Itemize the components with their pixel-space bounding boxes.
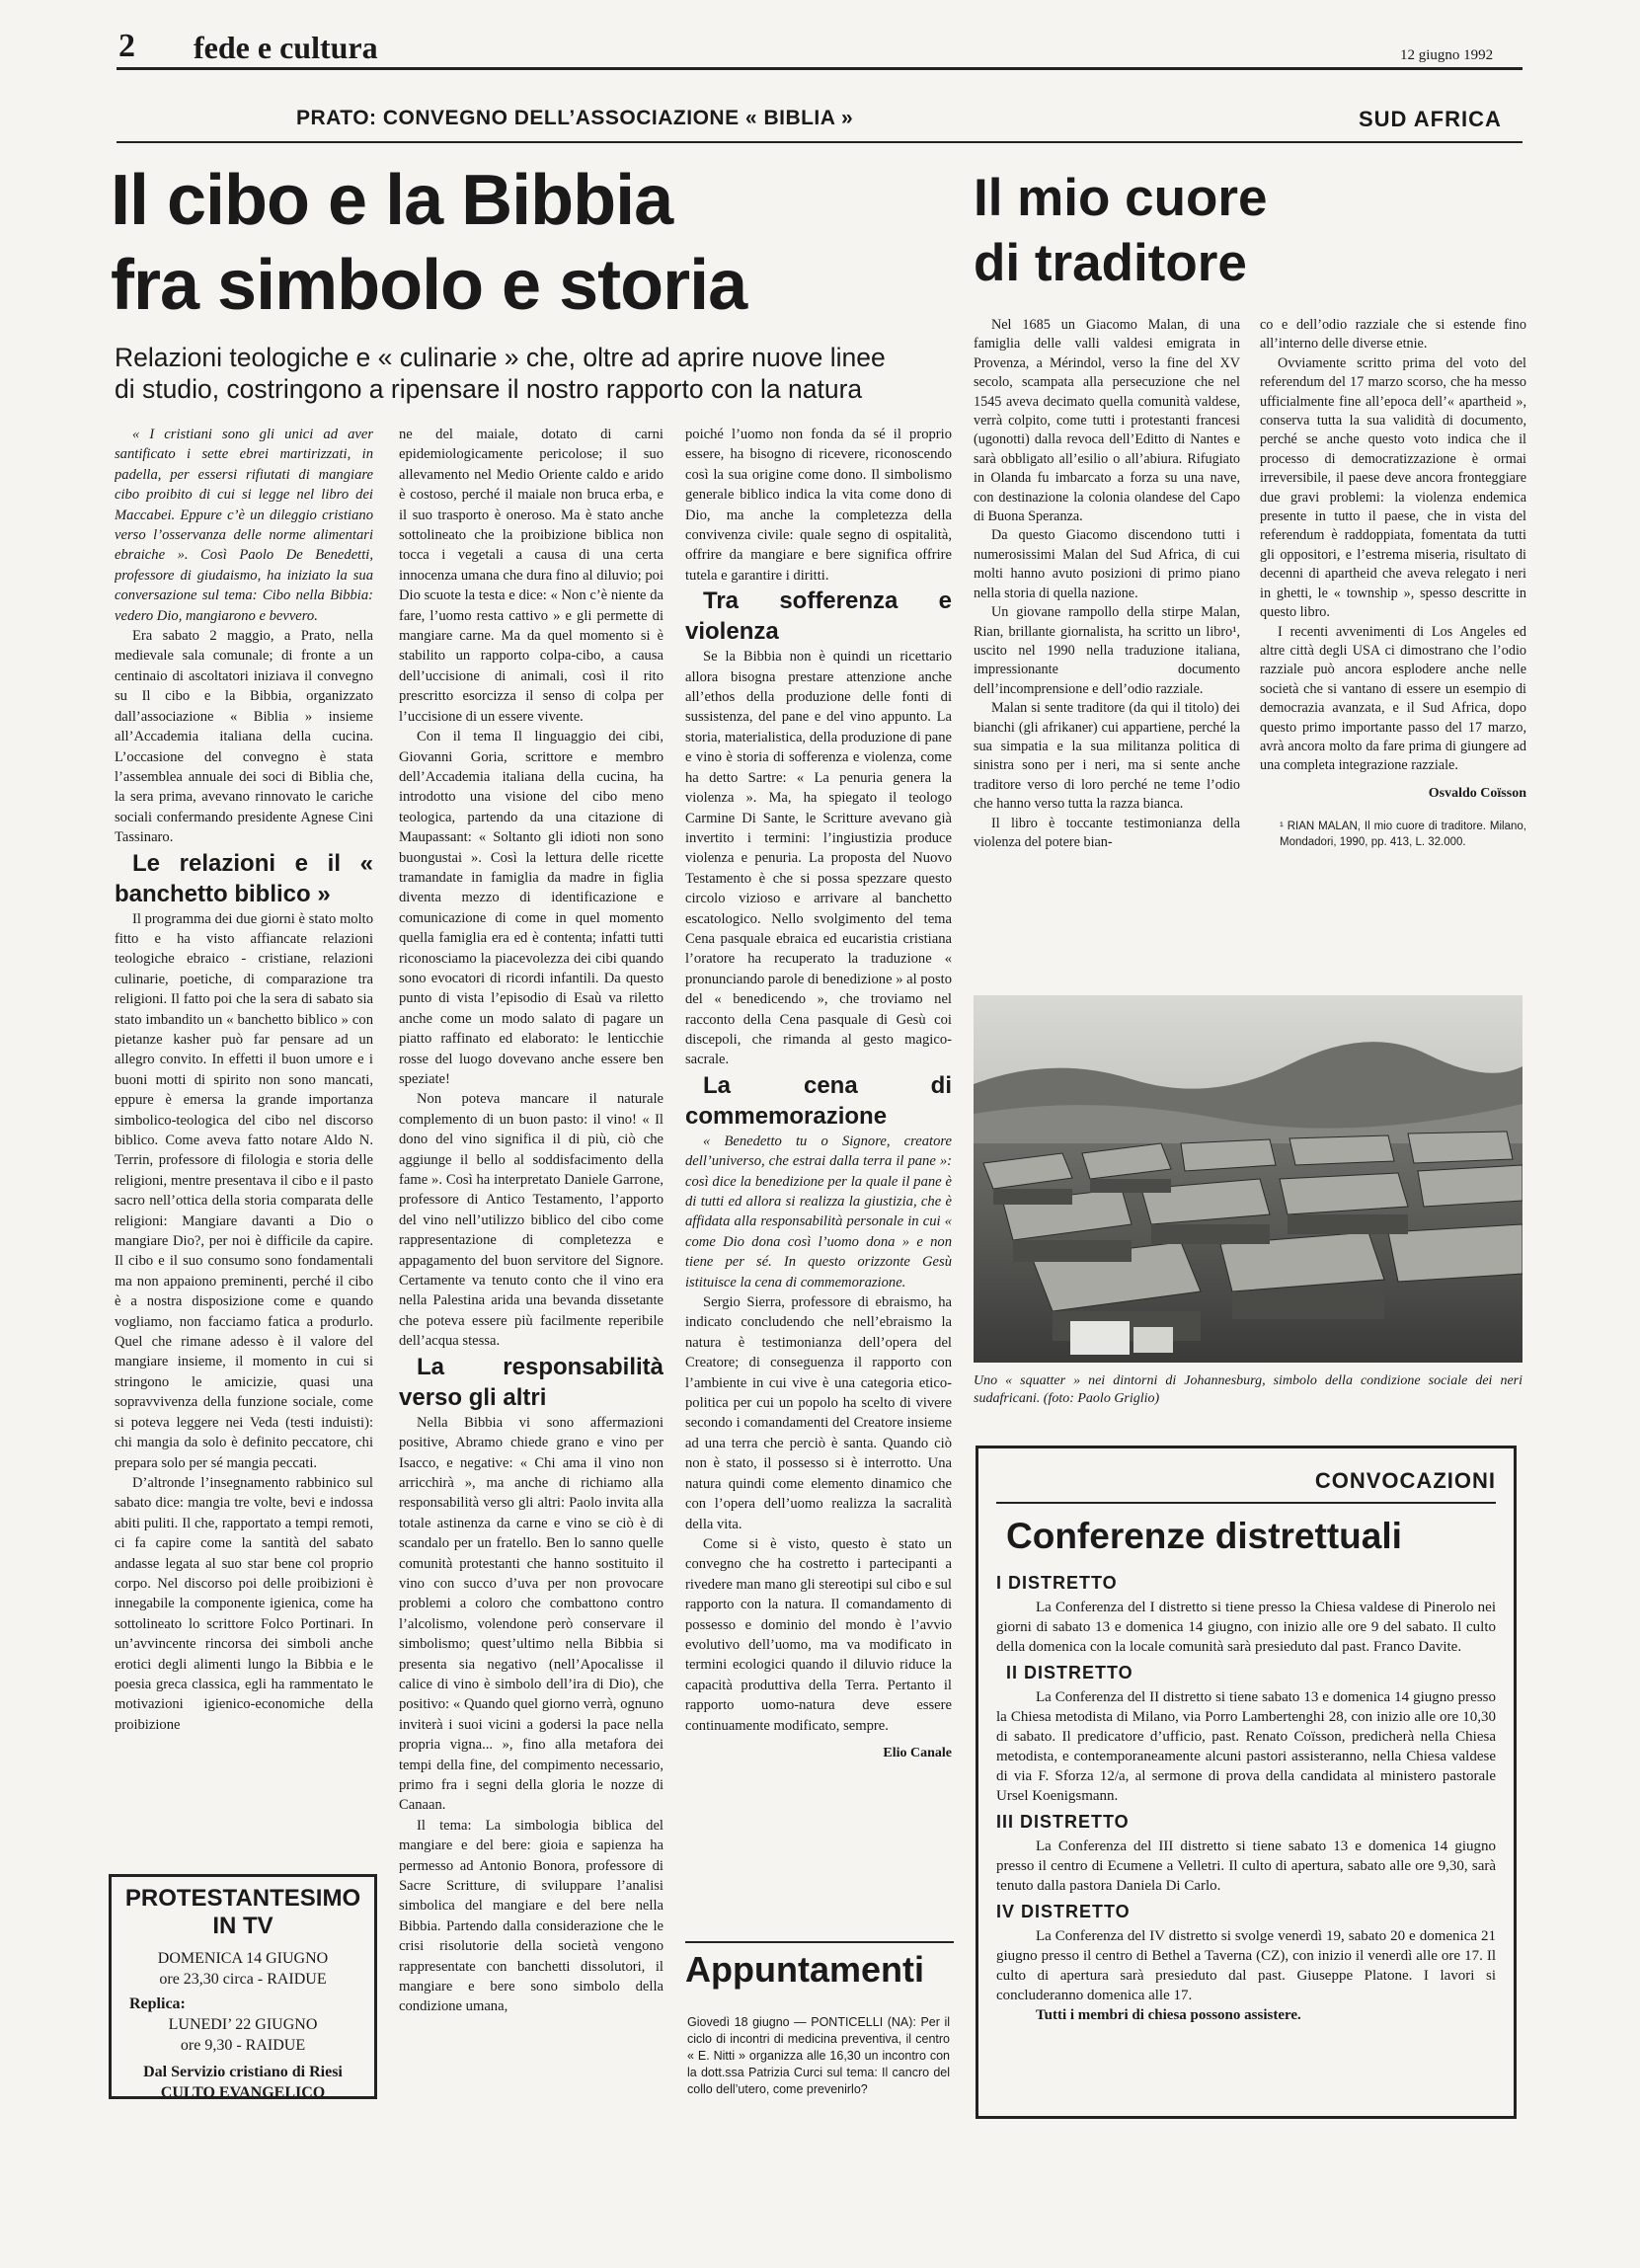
appuntamenti-rule	[685, 1941, 954, 1943]
article-title	[111, 158, 746, 328]
district-4-text: La Conferenza del IV distretto si svolge venerdì 19, sabato 20 e domenica 21 giugno presso il centro di Bethel a Taverna (CZ), con inizio il venerdì alle ore 17. Il culto di apertura sarà presieduto dal past. Giuseppe Platone. I lavori si concluderanno domenica alle 17.	[996, 1928, 1496, 2003]
tv-box	[109, 1874, 377, 2099]
article2-author: Osvaldo Coïsson	[1428, 785, 1526, 801]
article2-footnote: ¹ RIAN MALAN, Il mio cuore di traditore. Milano, Mondadori, 1990, pp. 413, L. 32.000.	[1280, 821, 1526, 849]
page-number: 2	[118, 28, 135, 64]
paragraph: poiché l’uomo non fonda da sé il proprio essere, ha bisogno di ricevere, riconoscendo così la sua origine come dono. Il simbolismo generale biblico indica la vita come dono di Dio, ma anche la completezza della convivenza civile: quale segno di ospitalità, offrire da mangiare e bere significa offrire tutela e garantire i diritti.	[685, 427, 952, 584]
paragraph: Il libro è toccante testimonianza della violenza del potere bian-	[974, 815, 1240, 850]
section-name: fede e cultura	[194, 30, 378, 65]
article-subtitle	[115, 342, 954, 405]
district-1-heading: I DISTRETTO	[996, 1573, 1118, 1593]
article1-author: Elio Canale	[883, 1745, 952, 1760]
article-subtitle-line2: di studio, costringono a ripensare il nostro rapporto con la natura	[115, 374, 863, 404]
district-1-text: La Conferenza del I distretto si tiene presso la Chiesa valdese di Pinerolo nei giorni di sabato 13 e domenica 14 giugno, con inizio alle ore 9 del sabato. Il culto della domenica con la locale comunità sarà presieduto dal past. Franco Davite.	[996, 1600, 1496, 1655]
paragraph: Un giovane rampollo della stirpe Malan, Rian, brillante giornalista, ha scritto un libro¹, uscito nel 1990 nella traduzione italiana, impressionante documento dell’incomprensione e dell’odio razziale.	[974, 604, 1240, 697]
tv-air-time: ore 23,30 circa - RAIDUE	[159, 1971, 327, 1988]
paragraph: Sergio Sierra, professore di ebraismo, ha indicato concludendo che nell’ebraismo la natura è testimonianza dell’opera del Creatore; di conseguenza il rapporto con l’ambiente in cui vive è una categoria etico-politica per cui un popolo ha scelto di vivere secondo i comandamenti del Creatore insieme ad una terra che perciò è santa. Quando ciò non è stato, il possesso si è interrotto. Una natura quindi come elemento dinamico che con l’opera dell’uomo realizza la sacralità della vita.	[685, 1294, 952, 1532]
tv-footer-line1: Dal Servizio cristiano di Riesi	[143, 2064, 343, 2080]
subheading: Tra sofferenza e violenza	[685, 587, 952, 646]
paragraph: « Benedetto tu o Signore, creatore dell’universo, che estrai dalla terra il pane »: così dice la benedizione per la quale il pane è di tutti ed allora si realizza la giustizia, che è affidata alla responsabilità personale in cui « come Dio dona così l’uomo dona » e non tiene per sé. In questo orizzonte Gesù istituisce la cena di commemorazione.	[685, 1133, 952, 1290]
issue-date: 12 giugno 1992	[1400, 47, 1494, 63]
kicker-left: PRATO: CONVEGNO DELL’ASSOCIAZIONE « BIBLIA »	[296, 107, 854, 129]
article2-column-1	[974, 316, 1240, 968]
paragraph: Non poteva mancare il naturale complemento di un buon pasto: il vino! « Il dono del vino significa il di più, ciò che aggiunge il bello al soddisfacimento della fame ». Così ha interpretato Daniele Garrone, professore di Antico Testamento, l’apporto del vino nell’utilizzo biblico del cibo come rappresentazione di completezza e appagamento del buon servitore del Signore. Certamente va tenuto conto che il vino era nella Palestina arida una bevanda dissetante che poteva essere più facilmente reperibile dell’acqua stessa.	[399, 1091, 664, 1350]
tv-replica-time: ore 9,30 - RAIDUE	[180, 2037, 306, 2054]
convocazioni-divider	[996, 1502, 1496, 1504]
subheading: La responsabilità verso gli altri	[399, 1353, 664, 1411]
district-3-text: La Conferenza del III distretto si tiene sabato 13 e domenica 14 giugno presso il centro di Ecumene a Velletri. Il culto di apertura, sabato alle ore 9,30, sarà tenuto dalla pastora Daniela Di Carlo.	[996, 1838, 1496, 1894]
kicker-right: SUD AFRICA	[1359, 107, 1502, 131]
paragraph: Nella Bibbia vi sono affermazioni positive, Abramo chiede grano e vino per Isacco, e negative: « Chi ama il vino non arricchirà », ma anche di richiamo alla responsabilità verso gli altri: Paolo invita alla totale astinenza da carne e vino se ciò è di scandalo per un fratello. Ben lo sanno quelle comunità protestanti che hanno sostituito il vino con succo d’uva per non provocare problemi a coloro che combattono contro l’alcolismo, volendone però conservare il simbolismo; quest’ultimo nella Bibbia si presenta sia negativo (nell’Apocalisse il calice di vino è simbolo dell’ira di Dio), che positivo: « Quando quel giorno verrà, ognuno inviterà i suoi vicini a godersi la pace nella propria vigna... », fino alla metafora dei tempi della fine, del compimento necessario, primo fra i segni della gloria le nozze di Canaan.	[399, 1414, 664, 1814]
kicker-rule	[117, 141, 1523, 143]
subheading: La cena di commemorazione	[685, 1071, 952, 1130]
article-subtitle-line1: Relazioni teologiche e « culinarie » che, oltre ad aprire nuove linee	[115, 343, 886, 372]
article1-column-2	[399, 425, 664, 2152]
article2-title	[974, 166, 1267, 296]
paragraph: « I cristiani sono gli unici ad aver santificato i sette ebrei martirizzati, in padella, per essersi rifiutati di mangiare cibo proibito di cui si legge nel libro dei Maccabei. Eppure c’è un dileggio cristiano verso l’osservanza delle norme alimentari ebraiche ». Così Paolo De Benedetti, professore di giudaismo, ha iniziato la sua conversazione sul tema: Cibo nella Bibbia: vedero Dio, mangiarono e bevvero.	[115, 427, 373, 624]
paragraph: D’altronde l’insegnamento rabbinico sul sabato dice: mangia tre volte, bevi e indossa abiti puliti. Il che, rapportato a tempi remoti, ci fa capire come la santità del sabato andasse legata al suo star bene col proprio corpo. Nel discorso poi delle proibizioni è innegabile la componente igienica, come ha sottolineato lo scrittore Folco Portinari. In un’avvincente rincorsa dei simboli anche erotici degli alimenti lungo la Bibbia e le poesia greca classica, egli ha rammentato le motivazioni igienico-economiche della proibizione	[115, 1474, 373, 1733]
convocazioni-kicker: CONVOCAZIONI	[1314, 1468, 1496, 1493]
district-2-heading: II DISTRETTO	[1006, 1663, 1133, 1682]
district-3-heading: III DISTRETTO	[996, 1812, 1130, 1832]
photo-caption: Uno « squatter » nei dintorni di Johannesburg, simbolo della condizione sociale dei neri sudafricani. (foto: Paolo Griglio)	[974, 1373, 1523, 1406]
paragraph: Se la Bibbia non è quindi un ricettario allora bisogna prestare attenzione anche all’ethos della produzione delle fonti di sussistenza, del pane e del vino appunto. La storia, materialistica, della produzione di pane e vino è storia di sofferenza e violenza, come ha detto Sartre: « La penuria genera la violenza ». Ma, ha spiegato il teologo Carmine Di Sante, le Scritture avevano già invertito i termini: l’ingiustizia produce violenza e penuria. La proposta del Nuovo Testamento è che si possa spezzare questo circolo vizioso e arrivare al banchetto escatologico. Nello svolgimento del tema Cena pasquale ebraica ed eucaristia cristiana l’oratore ha recuperato la traduzione « pronunciando parole di benedizione » al posto del « benedicendo », che troviamo nel racconto della Cena pasquale di Gesù coi discepoli, che rimanda al gesto magico-sacrale.	[685, 649, 952, 1068]
paragraph: I recenti avvenimenti di Los Angeles ed altre città degli USA ci dimostrano che l’odio razziale può ancora esplodere anche nelle società che si vantano di essere un esempio di democrazia avanzata, e il Sud Africa, dopo questo primo importante passo del 17 marzo, avrà ancora molto da fare prima di giungere ad una completa integrazione razziale.	[1260, 623, 1526, 774]
convocazioni-closing: Tutti i membri di chiesa possono assistere.	[1036, 2007, 1301, 2023]
tv-air-date: DOMENICA 14 GIUGNO	[157, 1950, 329, 1967]
appuntamenti-title: Appuntamenti	[685, 1949, 924, 1990]
article2-column-2	[1260, 316, 1526, 968]
paragraph: Malan si sente traditore (da qui il titolo) dei bianchi (gli afrikaner) cui appartiene, perché la sua simpatia e la sua militanza politica di sinistra sono per i neri, ma si sente anche traditore verso di loro perché ne teme l’odio che hanno verso tutta la razza bianca.	[974, 700, 1240, 813]
township-photo	[974, 995, 1523, 1363]
convocazioni-title: Conferenze distrettuali	[1006, 1516, 1402, 1556]
paragraph: Nel 1685 un Giacomo Malan, di una famiglia delle valli valdesi emigrata in Provenza, a Mérindol, verso la fine del XV secolo, scampata alla persecuzione che nel 1545 aveva decimato quella comunità valdese, verrà colpito, come tutti i protestanti francesi (ugonotti) dalla revoca dell’Editto di Nantes e sarà obbligato all’esilio o all’abiura. Rifugiato in Olanda fu imbarcato a forza su una nave, con destinazione la colonia olandese del Capo di Buona Speranza.	[974, 317, 1240, 525]
subheading: Le relazioni e il « banchetto biblico »	[115, 849, 373, 907]
paragraph: Il programma dei due giorni è stato molto fitto e ha visto affiancate relazioni teologiche ebraico - cristiane, relazioni culinarie, poetiche, di comparazione tra religioni. Il fatto poi che la sera di sabato sia stato imbandito un « banchetto biblico » con pietanze kasher può far pensare ad un allegro convito. In effetti il buon umore e i buoni motti di spirito non sono mancati, eppure è emersa la grande importanza simbolico-teologica del cibo nel discorso biblico. Come aveva fatto notare Aldo N. Terrin, professore di filologia e storia delle religioni, mentre presentava il cibo e il pasto sacro nell’ottica della storia comparata delle religioni: Mangiare davanti a Dio o mangiare Dio?, per noi è difficile da capire. Il cibo e il suo consumo sono fondamentali ma non appaiono preminenti, perché il cibo è a nostra disposizione come e quando vogliamo, non facciamo fatica a produrlo. Quel che rimane adesso è il valore del mangiare insieme, il momento in cui si stringono le amicizie, quasi una sopravvivenza della funzione sociale, come si poteva leggere nei Veda (testi induisti): chi mangia da solo è definito peccatore, chi prepara solo per sé mangia peccati.	[115, 910, 373, 1471]
article-title-line2: fra simbolo e storia	[111, 246, 747, 325]
paragraph: Ovviamente scritto prima del voto del referendum del 17 marzo scorso, che ha messo ufficialmente fine all’epoca dell’« apartheid », conserva tutta la sua validità di documento, perché se anche questo voto indica che il processo di democratizzazione è ormai irreversibile, il paese deve ancora fronteggiare due gravi problemi: la violenza endemica presente in tutto il paese, che in vista del referendum è raddoppiata, fomentata da tutti gli oppositori, e l’estrema miseria, risultato di decenni di apartheid che aveva relegato i neri in ghetti, le « township », spesso descritte in questo libro.	[1260, 354, 1526, 621]
paragraph: co e dell’odio razziale che si estende fino all’interno delle diverse etnie.	[1260, 317, 1526, 352]
district-2-text: La Conferenza del II distretto si tiene sabato 13 e domenica 14 giugno presso la Chiesa metodista di Milano, via Porro Lambertenghi 28, con inizio alle ore 10,30 di sabato. Il predicatore d’ufficio, past. Renato Coïsson, predicherà nella Chiesa metodista, e contemporaneamente alcuni pastori assisteranno, nella Chiesa valdese di via F. Sforza 12/a, al sermone di prova della candidata al ministero pastorale Ursel Koenigsmann.	[996, 1689, 1496, 1804]
shanty-town-image	[974, 995, 1523, 1363]
convocazioni-box	[976, 1446, 1517, 2119]
tv-box-title-line2: IN TV	[212, 1913, 273, 1939]
appuntamenti-text: Giovedì 18 giugno — PONTICELLI (NA): Per il ciclo di incontri di medicina preventiva, il centro « E. Nitti » organizza alle 16,30 un incontro con la dott.ssa Patrizia Curci sul tema: Il cancro del collo dell’utero, come prevenirlo?	[687, 2015, 950, 2096]
paragraph: Come si è visto, questo è stato un convegno che ha costretto i partecipanti a rivedere man mano gli stereotipi sul cibo e sul rapporto con la natura. Il comandamento di possesso e dominio del mondo è l’avvio evolutivo dell’uomo, ma va modificato in termini ecologici quando il diluvio riduce la capacità produttiva della Terra. Pertanto il rapporto uomo-natura deve essere continuamente modificato, sempre.	[685, 1535, 952, 1734]
article2-title-line1: Il mio cuore	[974, 169, 1268, 227]
paragraph: Con il tema Il linguaggio dei cibi, Giovanni Goria, scrittore e membro dell’Accademia italiana della cucina, ha introdotto una visione del cibo meno teologica, partendo da una citazione di Maupassant: « Soltanto gli idioti non sono buongustai ». Così la lettura delle ricette tramandate in famiglia da madre in figlia diventa mezzo di identificazione e comunicazione di come in quel momento quella famiglia era ed è contenta; infatti tutti riconosciamo la piacevolezza dei cibi quando sono evocatori di ricordi infantili. Da questo punto di vista l’episodio di Esaù va riletto anche come un modo salato di pagare un piatto raffinato ed elaborato: le lenticchie rosse del luogo dovevano anche essere ben speziate!	[399, 729, 664, 1087]
district-4-heading: IV DISTRETTO	[996, 1902, 1131, 1921]
paragraph: Era sabato 2 maggio, a Prato, nella medievale sala comunale; di fronte a un centinaio di ascoltatori iniziava il convegno su Il cibo e la Bibbia, organizzato dall’associazione « Biblia » insieme all’Accademia italiana della cucina. L’occasione del convegno è stata l’assemblea annuale dei soci di Biblia che, la sera prima, avevano rinnovato le cariche sociali confermando presidente Agnese Cini Tassinaro.	[115, 628, 373, 846]
article2-title-line2: di traditore	[974, 234, 1247, 292]
paragraph: Il tema: La simbologia biblica del mangiare e del bere: gioia e sapienza ha permesso ad Antonio Bonora, professore di Sacre Scritture, di sviluppare l’analisi simbolica del mangiare e del bere nella Bibbia. Partendo dalla considerazione che le crisi risolutorie della società vengono rappresentate con banchetti dissolutori, il mangiare e bere sono simbolo della condizione umana,	[399, 1817, 664, 2015]
paragraph: Da questo Giacomo discendono tutti i numerosissimi Malan del Sud Africa, di cui molti hanno avuto posizioni di primo piano nella storia di quella nazione.	[974, 527, 1240, 601]
article1-column-3	[685, 425, 952, 1935]
article-title-line1: Il cibo e la Bibbia	[111, 161, 673, 240]
paragraph: ne del maiale, dotato di carni epidemiologicamente pericolose; il suo allevamento nel Medio Oriente caldo e arido è costoso, perché il maiale non bruca erba, e il suo trasporto è oneroso. Ma è stato anche sottolineato che la proibizione biblica non tocca i vegetali a causa di una certa innocenza umana che dura fino al diluvio; poi Dio scuote la testa e dice: « Non c’è niente da fare, l’uomo resta cattivo » e gli permette di mangiare carne. Ma da quel momento si è stabilito un rapporto colpa-cibo, a causa dell’uccisione di animali, così il rito prescritto esorcizza il senso di colpa per l’uccisione di un essere vivente.	[399, 427, 664, 725]
tv-box-title-line1: PROTESTANTESIMO	[124, 1885, 361, 1912]
article1-column-1	[115, 425, 373, 1846]
header-rule	[117, 67, 1523, 70]
tv-replica-date: LUNEDI’ 22 GIUGNO	[168, 2016, 318, 2033]
tv-footer-line2: CULTO EVANGELICO	[160, 2084, 326, 2101]
tv-replica-label: Replica:	[129, 1995, 186, 2012]
